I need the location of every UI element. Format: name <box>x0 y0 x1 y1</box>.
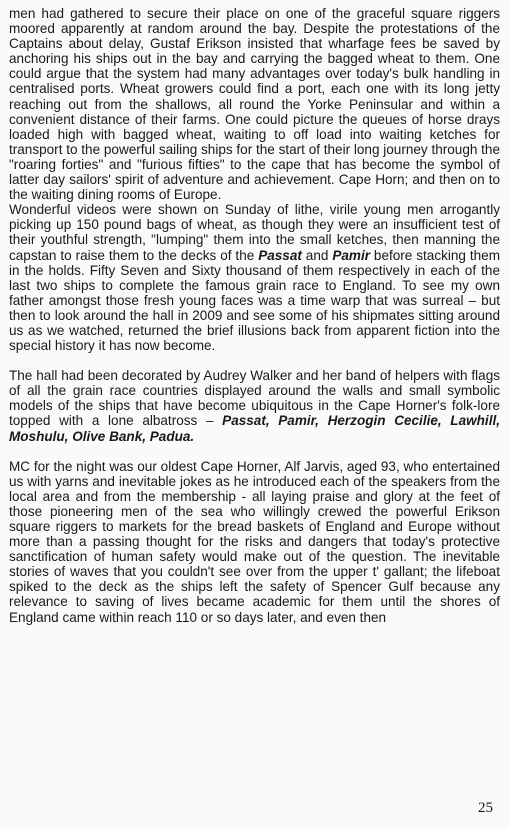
paragraph-2 <box>9 202 500 353</box>
text-run: Wonderful videos were shown on Sunday of lithe, virile young men arrogantly picking up 150 pound bags of wheat, as though they were an insufficient test of their youthful strength, "lumping" them into the small ketches, then manning the capstan to raise them to the decks of the <box>9 202 500 263</box>
ship-name-emphasis: Pamir <box>332 247 370 263</box>
text-run: and <box>301 247 333 263</box>
ship-name-emphasis: Passat <box>258 247 302 263</box>
ship-name-emphasis: Passat, Pamir, Herzogin Cecilie, Lawhill, Moshulu, Olive Bank, Padua. <box>9 413 500 444</box>
page-number: 25 <box>478 800 493 816</box>
paragraph-3 <box>9 368 500 443</box>
paragraph-4 <box>9 459 500 625</box>
text-run: The hall had been decorated by Audrey Walker and her band of helpers with flags of all the grain race countries displayed around the walls and small symbolic models of the ships that have become ubiquitous in the Cape Horner's folk-lore topped with a lone albatross – <box>9 368 500 429</box>
text-run: before stacking them in the holds. Fifty Seven and Sixty thousand of them respectively in each of the last two ships to complete the famous grain race to England. To see my own father amongst those fresh young faces was a time warp that was surreal – but then to look around the hall in 2009 and see some of his shipmates sitting around us as we watched, returned the brief illusions back from apparent fiction into the special history it has now become. <box>9 247 500 354</box>
text-run: MC for the night was our oldest Cape Horner, Alf Jarvis, aged 93, who entertained us with yarns and inevitable jokes as he introduced each of the speakers from the local area and from the membership - all laying praise and glory at the feet of those pioneering men of the sea who willingly crewed the powerful Erikson square riggers to markets for the bread baskets of England and Europe without more than a passing thought for the risks and dangers that today's protective sanctification of human safety would make out of the question. The inevitable stories of waves that you couldn't see over from the upper t' gallant; the lifeboat spiked to the deck as the ships left the safety of Spencer Gulf because any relevance to saving of lives became academic for them until the shores of England came within reach 110 or so days later, and even then <box>9 458 500 625</box>
paragraph-1 <box>9 6 500 202</box>
text-run: men had gathered to secure their place on one of the graceful square riggers moored apparently at random around the bay. Despite the protestations of the Captains about delay, Gustaf Erikson insisted that wharfage fees be saved by anchoring his ships out in the bay and carrying the bagged wheat to them. One could argue that the system had many advantages over today's bulk handling in centralised ports. Wheat growers could find a port, each one with its long jetty reaching out from the shallows, all round the Yorke Peninsular and within a convenient distance of their farms. One could picture the queues of horse drays loaded high with bagged wheat, waiting to off load into waiting ketches for transport to the powerful sailing ships for the start of their long journey through the "roaring forties" and "furious fifties" to the cape that has become the symbol of latter day sailors' spirit of adventure and achievement. Cape Horn; and then on to the waiting dining rooms of Europe. <box>9 6 500 203</box>
